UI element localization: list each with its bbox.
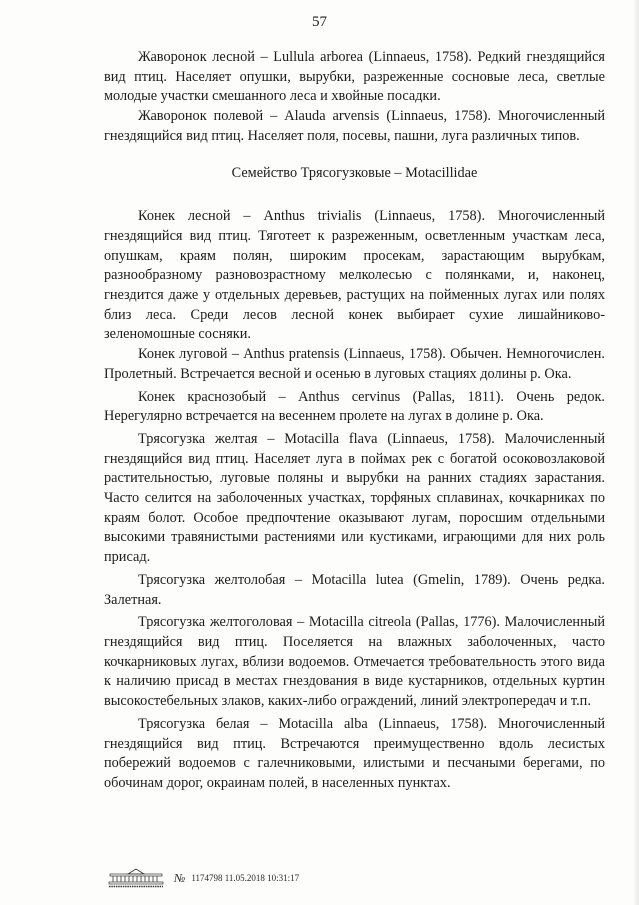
paragraph-motacilla-alba: Трясогузка белая – Motacilla alba (Linnaeus, 1758). Многочисленный гнездящийся вид птиц. Встречаются преимущественно вдоль лесистых побережий водоемов с галечниковыми, илистыми и песчаными берегами, по обочинам дорог, окраинам полей, в населенных пунктах.: [104, 715, 605, 791]
document-body: [104, 48, 605, 794]
page-number: 57: [312, 14, 327, 30]
paragraph-motacilla-citreola: Трясогузка желтоголовая – Motacilla citreola (Pallas, 1776). Малочисленный гнездящийся вид птиц. Поселяется на влажных заболоченных, часто кочкарниковых лугах, вблизи водоемов. Отмечается требовательность этого вида к наличию присад в местах гнездования в виде кустарников, отдельных куртин высокостебельных злаков, каких-либо ограждений, линий электропередач и т.п.: [104, 614, 605, 710]
paragraph-motacilla-lutea: Трясогузка желтолобая – Motacilla lutea (Gmelin, 1789). Очень редка. Залетная.: [104, 571, 605, 608]
paragraph-anthus-pratensis: Конек луговой – Anthus pratensis (Linnaeus, 1758). Обычен. Немногочислен. Пролетный. Встречается весной и осенью в луговых стациях долины р. Ока.: [104, 346, 605, 382]
paragraph-alauda-arvensis: Жаворонок полевой – Alauda arvensis (Linnaeus, 1758). Многочисленный гнездящийся вид птиц. Населяет поля, посевы, пашни, луга различных типов.: [104, 108, 605, 144]
document-number-mark: №: [174, 870, 186, 885]
paragraph-anthus-trivialis: Конек лесной – Anthus trivialis (Linnaeus, 1758). Многочисленный гнездящийся вид птиц. Тяготеет к разреженным, осветленным участкам леса, опушкам, краям полян, широким просекам, зарастающим вырубкам, разнообразному разновозрастному мелколесью с полянками, и, наконец, гнездится даже у отдельных деревьев, растущих на пойменных лугах или полях близ леса. Среди лесов лесной конек выбирает сухие лишайниково-зеленомошные сосняки.: [104, 208, 605, 343]
section-heading-motacillidae: Семейство Трясогузковые – Motacillidae: [231, 164, 478, 181]
document-registration-info: 1174798 11.05.2018 10:31:17: [191, 873, 300, 883]
paragraph-motacilla-flava: Трясогузка желтая – Motacilla flava (Linnaeus, 1758). Малочисленный гнездящийся вид птиц. Населяет луга в поймах рек с богатой осоковозлаковой растительностью, луговые поляны и вырубки на ранних стадиях зарастания. Часто селится на заболоченных участках, торфяных сплавинах, кочкарниках по краям болот. Особое предпочтение оказывают лугам, поросшим отдельными высокими травянистыми растениями или кустиками, играющими для них роль присад.: [104, 430, 605, 566]
paragraph-anthus-cervinus: Конек краснозобый – Anthus cervinus (Pallas, 1811). Очень редок. Нерегулярно встречается на весеннем пролете на лугах в долине р. Ока.: [104, 388, 605, 425]
scan-edge-shadow: [633, 0, 639, 905]
paragraph-lullula-arborea: Жаворонок лесной – Lullula arborea (Linnaeus, 1758). Редкий гнездящийся вид птиц. Населяет опушки, вырубки, разреженные сосновые леса, светлые молодые участки смешанного леса и хвойные посадки.: [104, 49, 605, 105]
parliament-building-stamp-icon: [106, 868, 166, 888]
document-footer: [106, 868, 299, 888]
